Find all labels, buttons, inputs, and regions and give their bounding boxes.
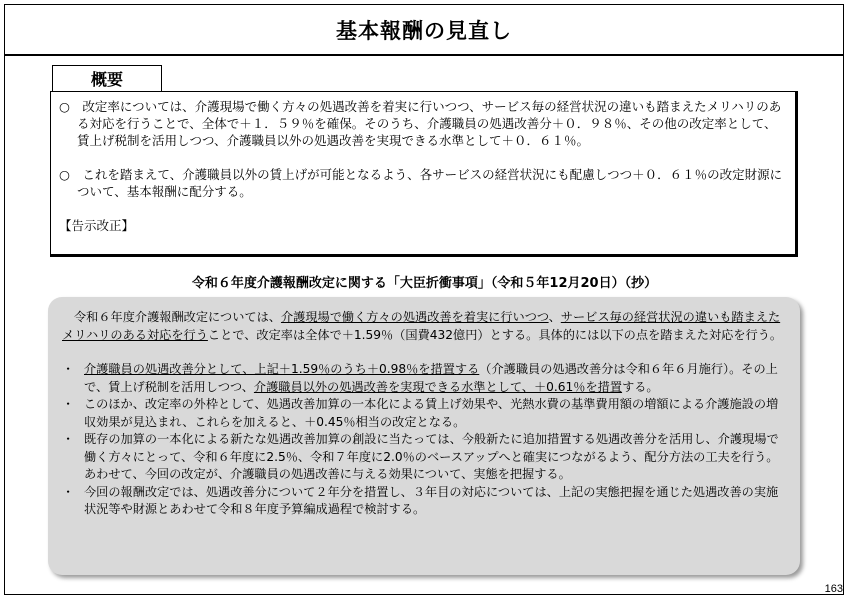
summary-paragraph-1: ○ 改定率については、介護現場で働く方々の処遇改善を着実に行いつつ、サービス毎の経営状況の違いも踏まえたメリハリのある対応を行うことで、全体で＋１．５９％を確保。そのうち、介護職員の処遇改善分＋０．９８％、その他の改定率として、賃上げ税制を活用しつつ、介護職員以外の処遇改善を実現できる水準として＋０．６１％。	[59, 99, 782, 148]
bullet-list	[62, 361, 786, 519]
bullet-item-4: ・ 今回の報酬改定では、処遇改善分について２年分を措置し、３年目の対応については、上記の実態把握を通じた処遇改善の実施状況等や財源とあわせて令和８年度予算編成過程で検討する。	[62, 484, 779, 516]
summary-paragraph-2: ○ これを踏まえて、介護職員以外の賃上げが可能となるよう、各サービスの経営状況にも配慮しつつ＋０．６１％の改定財源について、基本報酬に配分する。	[59, 167, 783, 199]
title-bar	[4, 4, 844, 56]
summary-box	[50, 91, 798, 257]
page-title: 基本報酬の見直し	[336, 18, 512, 43]
minister-agreement-box	[48, 297, 800, 575]
page-number: 163	[824, 583, 843, 595]
section-title: 令和６年度介護報酬改定に関する「大臣折衝事項」（令和５年12月20日）（抄）	[191, 276, 658, 291]
bullet-item-2: ・ このほか、改定率の外枠として、処遇改善加算の一本化による賃上げ効果や、光熱水費の基準費用額の増額による介護施設の増収効果が見込まれ、これらを加えると、＋0.45％相当の改定となる。	[62, 397, 779, 429]
summary-tab: 概要	[52, 65, 162, 91]
revision-note: 【告示改正】	[59, 218, 135, 233]
intro-paragraph: 令和６年度介護報酬改定については、介護現場で働く方々の処遇改善を着実に行いつつ、サービス毎の経営状況の違いも踏まえたメリハリのある対応を行うことで、改定率は全体で＋1.59％（国費432億円）とする。具体的には以下の点を踏まえた対応を行う。	[62, 310, 783, 342]
bullet-item-3: ・ 既存の加算の一本化による新たな処遇改善加算の創設に当たっては、今般新たに追加措置する処遇改善分を活用し、介護現場で働く方々にとって、令和６年度に2.5％、令和７年度に2.0％のベースアップへと確実につながるよう、配分方法の工夫を行う。あわせて、今回の改定が、介護職員の処遇改善に与える効果について、実態を把握する。	[62, 432, 779, 481]
bullet-item-1: ・ 介護職員の処遇改善分として、上記＋1.59％のうち＋0.98％を措置する（介護職員の処遇改善分は令和６年６月施行）。その上で、賃上げ税制を活用しつつ、介護職員以外の処遇改善を実現できる水準として、＋0.61％を措置する。	[62, 362, 778, 394]
